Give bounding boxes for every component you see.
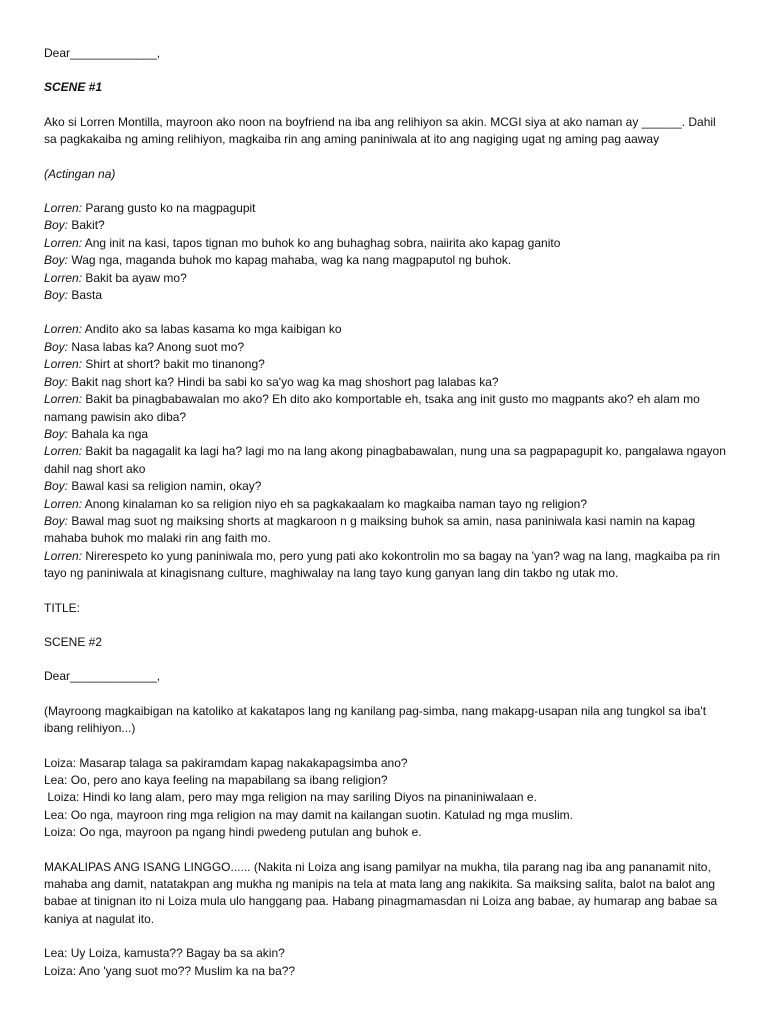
makalipas-paragraph: MAKALIPAS ANG ISANG LINGGO...... (Nakita ni Loiza ang isang pamilyar na mukha, tila parang nag iba ang pananamit nito, mahaba ang damit, natatakpan ang mukha ng manipis na tela at mata lang ang nakikita. Sa maiksing salita, balot na balot ang babae at tinignan ito ni Loiza mula ulo hanggang paa. Habang pinagmamasdan ni Loiza ang babae, ay humarap ang babae sa kaniya at nagulat ito. (44, 859, 718, 926)
dialogue-text: Bakit ba pinagbabawalan mo ako? Eh dito ako komportable eh, tsaka ang init gusto mo magpants ako? eh alam mo namang pawisin ako diba? (44, 392, 700, 424)
dialogue-line (44, 478, 728, 495)
scene-1-intro: Ako si Lorren Montilla, mayroon ako noon na boyfriend na iba ang relihiyon sa akin. MCGI siya at ako naman ay ______. Dahil sa pagkakaiba ng aming relihiyon, magkaiba rin ang aming paniniwala at ito ang nagiging ugat ng aming pag aaway (44, 114, 716, 147)
dialogue-text: Parang gusto ko na magpagupit (82, 201, 256, 216)
salutation: Dear_____________, (44, 46, 161, 60)
speaker-name: Lorren: (44, 392, 83, 407)
speaker-name: Lorren: (44, 548, 83, 563)
dialogue-line: Lea: Oo nga, mayroon ring mga religion na may damit na kailangan suotin. Katulad ng mga muslim. (44, 807, 573, 822)
speaker-name: Lorren: (44, 496, 83, 511)
dialogue-line (44, 356, 728, 373)
scene-2-heading: SCENE #2 (44, 634, 103, 649)
dialogue-line (44, 200, 728, 217)
dialogue-line (44, 270, 728, 287)
speaker-name: Boy: (44, 218, 69, 233)
dialogue-line (44, 391, 728, 426)
scene-1-heading: SCENE #1 (44, 80, 103, 95)
speaker-name: Lorren: (44, 357, 83, 372)
dialogue-line: Loiza: Masarap talaga sa pakiramdam kapag nakakapagsimba ano? (44, 755, 408, 770)
dialogue-text: Basta (68, 288, 103, 303)
speaker-name: Boy: (44, 513, 69, 528)
dialogue-line: Loiza: Ano 'yang suot mo?? Muslim ka na ba?? (44, 963, 296, 978)
dialogue-block-1 (44, 200, 728, 304)
dialogue-line (44, 287, 728, 304)
dialogue-line (44, 496, 728, 513)
speaker-name: Boy: (44, 288, 69, 303)
dialogue-text: Wag nga, maganda buhok mo kapag mahaba, wag ka nang magpaputol ng buhok. (68, 253, 512, 268)
speaker-name: Lorren: (44, 270, 83, 285)
dialogue-line (44, 321, 728, 338)
dialogue-text: Bawal kasi sa religion namin, okay? (68, 479, 262, 494)
dialogue-line (44, 235, 728, 252)
dialogue-text: Shirt at short? bakit mo tinanong? (82, 357, 265, 372)
speaker-name: Lorren: (44, 201, 83, 216)
speaker-name: Lorren: (44, 235, 83, 250)
dialogue-text: Bawal mag suot ng maiksing shorts at magkaroon n g maiksing buhok sa amin, nasa paniniwala kasi namin na kapag mahaba buhok mo malaki rin ang faith mo. (44, 513, 696, 546)
speaker-name: Lorren: (44, 322, 83, 337)
dialogue-text: Anong kinalaman ko sa religion niyo eh sa pagkakaalam ko magkaiba naman tayo ng religion? (82, 496, 588, 511)
speaker-name: Boy: (44, 479, 69, 494)
dialogue-text: Bakit ba nagagalit ka lagi ha? lagi mo na lang akong pinagbabawalan, nung una sa pagpapagupit ko, pangalawa ngayon dahil nag short ako (44, 444, 726, 476)
speaker-name: Boy: (44, 426, 69, 441)
title-label: TITLE: (44, 600, 81, 615)
dialogue-line (44, 548, 728, 583)
stage-direction: (Actingan na) (44, 166, 116, 181)
dialogue-line (44, 252, 728, 269)
dialogue-line: Loiza: Hindi ko lang alam, pero may mga religion na may sariling Diyos na pinaniniwalaan e. (44, 790, 537, 805)
dialogue-text: Bahala ka nga (68, 426, 149, 441)
speaker-name: Boy: (44, 339, 69, 354)
dialogue-line (44, 513, 728, 548)
dialogue-block-3 (44, 755, 728, 842)
dialogue-line (44, 217, 728, 234)
dialogue-text: Bakit nag short ka? Hindi ba sabi ko sa'yo wag ka mag shoshort pag lalabas ka? (68, 374, 499, 389)
dialogue-line (44, 374, 728, 391)
dialogue-text: Bakit ba ayaw mo? (82, 270, 187, 285)
dialogue-text: Nirerespeto ko yung paniniwala mo, pero yung pati ako kokontrolin mo sa bagay na 'yan? wag na lang, magkaiba pa rin tayo ng paniniwala at kinagisnang culture, maghiwalay na lang tayo kung ganyan lang din takbo ng utak mo. (44, 548, 721, 581)
dialogue-line: Lea: Uy Loiza, kamusta?? Bagay ba sa akin? (44, 946, 285, 961)
speaker-name: Lorren: (44, 444, 83, 459)
dialogue-text: Bakit? (68, 218, 105, 233)
dialogue-text: Nasa labas ka? Anong suot mo? (68, 339, 245, 354)
scene-2-intro: (Mayroong magkaibigan na katoliko at kakatapos lang ng kanilang pag-simba, nang makapg-usapan nila ang tungkol sa iba't ibang relihiyon...) (44, 703, 707, 736)
dialogue-text: Ang init na kasi, tapos tignan mo buhok ko ang buhaghag sobra, naiirita ako kapag ganito (82, 235, 561, 250)
speaker-name: Boy: (44, 253, 69, 268)
salutation-2: Dear_____________, (44, 669, 161, 684)
dialogue-line: Loiza: Oo nga, mayroon pa ngang hindi pwedeng putulan ang buhok e. (44, 825, 422, 840)
dialogue-line (44, 426, 728, 443)
dialogue-line (44, 339, 728, 356)
dialogue-line: Lea: Oo, pero ano kaya feeling na mapabilang sa ibang religion? (44, 773, 388, 787)
dialogue-block-4 (44, 945, 728, 980)
dialogue-text: Andito ako sa labas kasama ko mga kaibigan ko (82, 322, 342, 337)
dialogue-block-2 (44, 321, 728, 582)
dialogue-line (44, 443, 728, 478)
speaker-name: Boy: (44, 374, 69, 389)
